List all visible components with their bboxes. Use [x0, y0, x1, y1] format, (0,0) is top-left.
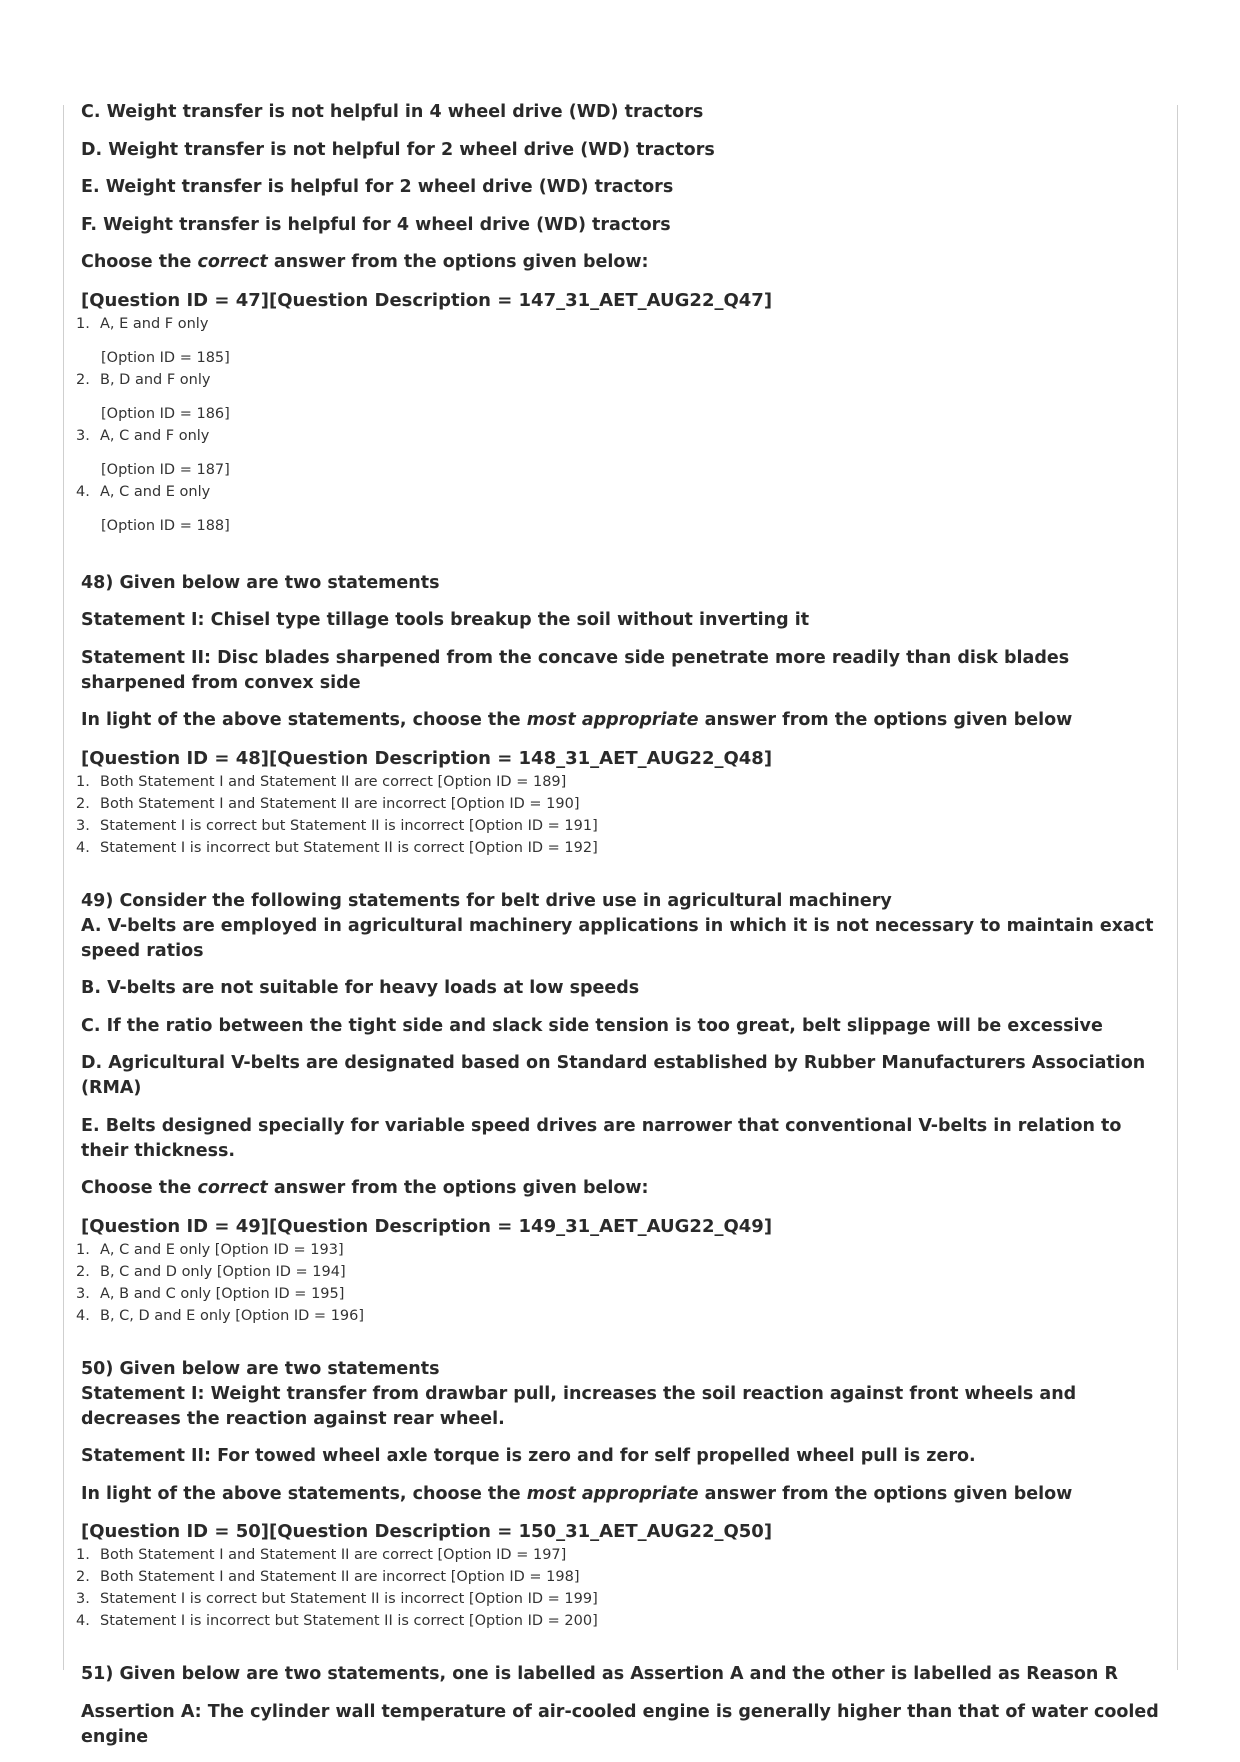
option-id: [Option ID = 188] — [101, 517, 230, 534]
question-title: 48) Given below are two statements — [81, 572, 440, 593]
question-id: [Question ID = 48][Question Description = 148_31_AET_AUG22_Q48] — [81, 747, 773, 769]
option-item[interactable]: 1. Both Statement I and Statement II are correct [Option ID = 189] — [76, 773, 567, 790]
option-item[interactable]: 4. Statement I is incorrect but Statement II is correct [Option ID = 192] — [76, 839, 598, 856]
statement-1: Statement I: Weight transfer from drawbar pull, increases the soil reaction against front wheels and decreases the reaction against rear wheel. — [81, 1383, 1077, 1429]
statement-d: D. Weight transfer is not helpful for 2 wheel drive (WD) tractors — [81, 139, 715, 160]
question-50 — [76, 1357, 1168, 1633]
option-item[interactable]: 1. A, E and F only [Option ID = 185] — [76, 313, 1168, 369]
option-id: [Option ID = 187] — [101, 461, 230, 478]
statement-b: B. V-belts are not suitable for heavy loads at low speeds — [81, 978, 640, 998]
statement-c: C. Weight transfer is not helpful in 4 wheel drive (WD) tractors — [81, 102, 704, 122]
question-title: 49) Consider the following statements for belt drive use in agricultural machinery — [81, 890, 892, 911]
option-list — [76, 1239, 1168, 1327]
question-id: [Question ID = 49][Question Description = 149_31_AET_AUG22_Q49] — [81, 1215, 773, 1237]
statement-f: F. Weight transfer is helpful for 4 wheel drive (WD) tractors — [81, 214, 671, 235]
statement-e: E. Weight transfer is helpful for 2 wheel drive (WD) tractors — [81, 177, 674, 197]
option-item[interactable]: 4. B, C, D and E only [Option ID = 196] — [76, 1307, 365, 1324]
page-border-right — [1177, 105, 1178, 1670]
assertion-a: Assertion A: The cylinder wall temperature of air-cooled engine is generally higher than that of water cooled engine — [81, 1701, 1159, 1747]
statement-1: Statement I: Chisel type tillage tools breakup the soil without inverting it — [81, 610, 810, 630]
statement-2: Statement II: Disc blades sharpened from the concave side penetrate more readily than disk blades sharpened from convex side — [81, 647, 1070, 693]
instruction: In light of the above statements, choose the most appropriate answer from the options given below — [81, 710, 1073, 730]
question-48 — [76, 571, 1168, 859]
option-item[interactable]: 3. Statement I is correct but Statement II is incorrect [Option ID = 199] — [76, 1591, 598, 1607]
question-id: [Question ID = 47][Question Description = 147_31_AET_AUG22_Q47] — [81, 289, 773, 311]
option-list — [76, 771, 1168, 859]
option-item[interactable]: 1. A, C and E only [Option ID = 193] — [76, 1241, 344, 1258]
question-paper — [76, 100, 1168, 1762]
question-id: [Question ID = 50][Question Description = 150_31_AET_AUG22_Q50] — [81, 1521, 773, 1542]
statement-c: C. If the ratio between the tight side and slack side tension is too great, belt slippage will be excessive — [81, 1015, 1103, 1036]
statement-a: A. V-belts are employed in agricultural machinery applications in which it is not necessary to maintain exact speed ratios — [81, 915, 1154, 961]
statement-d: D. Agricultural V-belts are designated based on Standard established by Rubber Manufacturers Association (RMA) — [81, 1053, 1146, 1098]
statement-e: E. Belts designed specially for variable speed drives are narrower that conventional V-belts in relation to their thickness. — [81, 1115, 1122, 1161]
option-item[interactable]: 3. A, C and F only [Option ID = 187] — [76, 425, 1168, 481]
instruction: In light of the above statements, choose the most appropriate answer from the options given below — [81, 1483, 1073, 1504]
question-51 — [76, 1662, 1168, 1750]
option-item[interactable]: 2. B, D and F only [Option ID = 186] — [76, 369, 1168, 425]
option-item[interactable]: 3. A, B and C only [Option ID = 195] — [76, 1285, 345, 1302]
question-47 — [76, 100, 1168, 537]
page-border-left — [63, 105, 64, 1670]
option-list — [76, 313, 1168, 537]
option-item[interactable]: 2. B, C and D only [Option ID = 194] — [76, 1263, 346, 1280]
option-item[interactable]: 3. Statement I is correct but Statement II is incorrect [Option ID = 191] — [76, 817, 598, 834]
option-item[interactable]: 1. Both Statement I and Statement II are correct [Option ID = 197] — [76, 1547, 567, 1563]
option-id: [Option ID = 185] — [101, 349, 230, 366]
question-title: 50) Given below are two statements — [81, 1358, 440, 1379]
option-item[interactable]: 2. Both Statement I and Statement II are incorrect [Option ID = 190] — [76, 795, 580, 812]
instruction: Choose the correct answer from the options given below: — [81, 1178, 649, 1198]
option-item[interactable]: 2. Both Statement I and Statement II are incorrect [Option ID = 198] — [76, 1569, 580, 1585]
instruction: Choose the correct answer from the options given below: — [81, 252, 649, 272]
option-id: [Option ID = 186] — [101, 405, 230, 422]
option-item[interactable]: 4. A, C and E only [Option ID = 188] — [76, 481, 1168, 537]
question-49 — [76, 889, 1168, 1327]
option-list — [76, 1544, 1168, 1632]
statement-2: Statement II: For towed wheel axle torque is zero and for self propelled wheel pull is zero. — [81, 1446, 976, 1466]
option-item[interactable]: 4. Statement I is incorrect but Statement II is correct [Option ID = 200] — [76, 1613, 598, 1629]
question-title: 51) Given below are two statements, one is labelled as Assertion A and the other is labelled as Reason R — [81, 1664, 1118, 1684]
